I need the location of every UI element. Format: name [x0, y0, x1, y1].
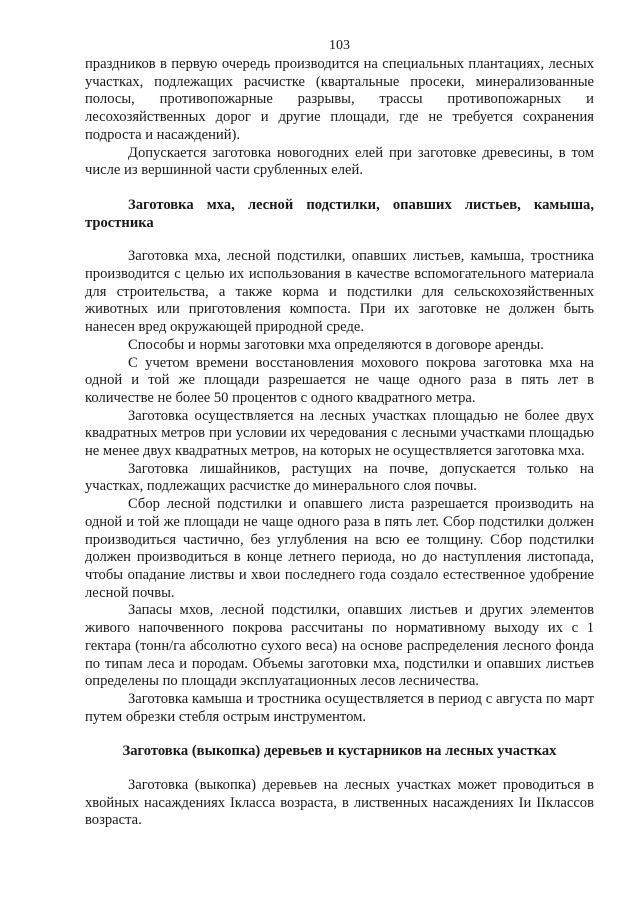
paragraph-moss-lease: Способы и нормы заготовки мха определяются в договоре аренды.	[128, 336, 544, 353]
paragraph-moss-plots: Заготовка осуществляется на лесных участках площадью не более двух квадратных метров при условии их чередования с лесными участками площадью не менее двух квадратных метров, на которых не осуществляется заготовка мха.	[85, 407, 594, 460]
paragraph-moss-recovery: С учетом времени восстановления мохового покрова заготовка мха на одной и той же площади разрешается не чаще одного раза в пять лет в количестве не более 50 процентов с одного квадратного метра.	[85, 354, 594, 406]
paragraph-litter-collection: Сбор лесной подстилки и опавшего листа разрешается производить на одной и той же площади не чаще одного раза в пять лет. Сбор подстилки должен производиться частично, без углубления на всю ее толщину. Сбор подстилки должен производиться в конце летнего периода, но до наступления листопада, чтобы опадание листвы и хвои последнего года создало естественное удобрение лесной почвы.	[85, 496, 594, 601]
section-heading-moss-litter: Заготовка мха, лесной подстилки, опавших листьев, камыша, тростника	[85, 196, 594, 231]
paragraph-moss-purpose: Заготовка мха, лесной подстилки, опавших листьев, камыша, тростника производится с целью их использования в качестве вспомогательного материала для строительства, а также корма и подстилки для сельскохозяйственных животных или приготовления компоста. При их заготовке не должен быть нанесен вред окружающей природной среде.	[85, 248, 594, 336]
page-number: 103	[329, 38, 350, 53]
paragraph-new-year-spruce: Допускается заготовка новогодних елей при заготовке древесины, в том числе из вершинной части срубленных елей.	[85, 144, 594, 179]
section-heading-tree-digging: Заготовка (выкопка) деревьев и кустарников на лесных участках	[122, 743, 557, 760]
paragraph-reed-harvest: Заготовка камыша и тростника осуществляется в период с августа по март путем обрезки стебля острым инструментом.	[85, 690, 594, 725]
paragraph-lichens: Заготовка лишайников, растущих на почве, допускается только на участках, подлежащих расчистке до минерального слоя почвы.	[85, 460, 594, 495]
paragraph-tree-digging: Заготовка (выкопка) деревьев на лесных участках может проводиться в хвойных насаждениях Iкласса возраста, в лиственных насаждениях Iи IIклассов возраста.	[85, 777, 594, 829]
paragraph-holiday-trees-continued: праздников в первую очередь производится на специальных плантациях, лесных участках, подлежащих расчистке (квартальные просеки, минерализованные полосы, противопожарные разрывы, трассы противопожарных и лесохозяйственных дорог и другие площади, где не требуется сохранения подроста и насаждений).	[85, 56, 594, 143]
paragraph-ground-cover-reserves: Запасы мхов, лесной подстилки, опавших листьев и других элементов живого напочвенного покрова рассчитаны по нормативному выходу их с 1 гектара (тонн/га абсолютно сухого веса) на основе распределения лесного фонда по типам леса и породам. Объемы заготовки мха, подстилки и опавших листьев определены по площади эксплуатационных лесов лесничества.	[85, 602, 594, 690]
